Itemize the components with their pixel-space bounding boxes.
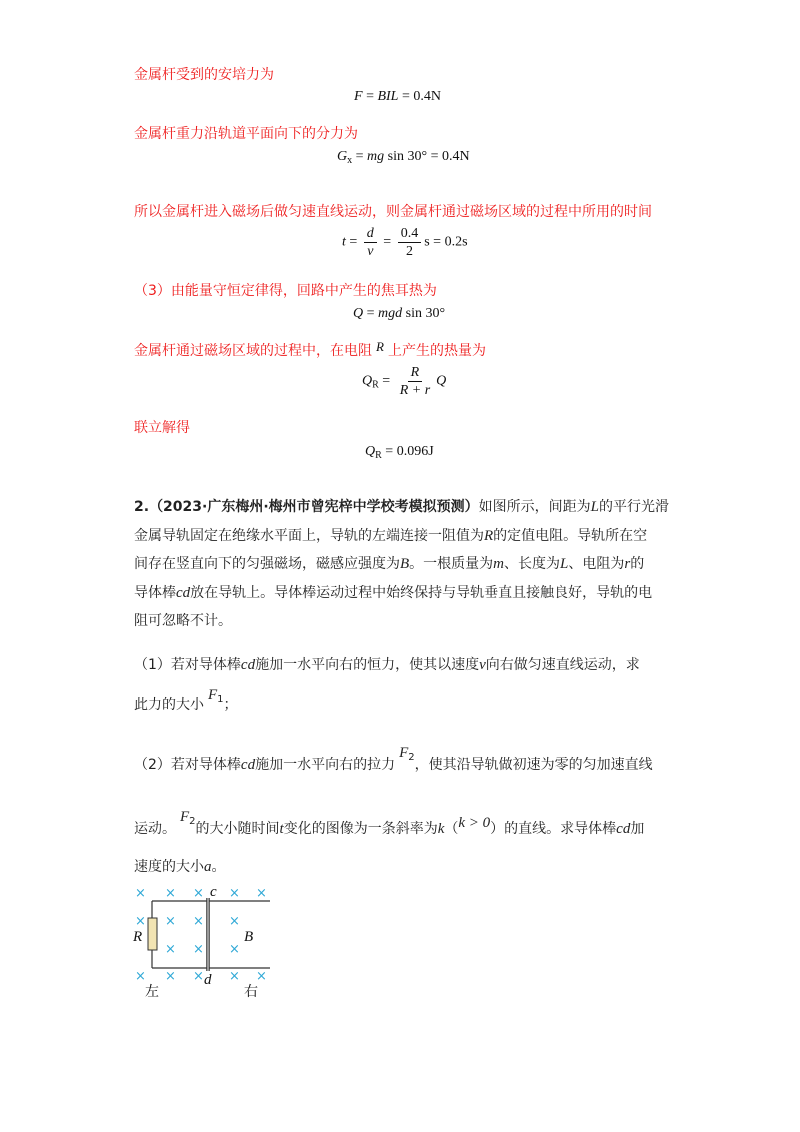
field-cross: × bbox=[165, 969, 176, 984]
label-c: c bbox=[210, 884, 217, 900]
solution-line-gravity: 金属杆重力沿轨道平面向下的分力为 bbox=[134, 126, 358, 142]
question-2-line-2: 运动。$F_2$的大小随时间t变化的图像为一条斜率为k（k > 0）的直线。求导体棒cd加 bbox=[134, 809, 645, 837]
field-cross: × bbox=[256, 969, 267, 984]
label-d: d bbox=[204, 972, 212, 988]
question-1-line-1: （1）若对导体棒cd施加一水平向右的恒力，使其以速度v向右做匀速直线运动，求 bbox=[134, 657, 640, 673]
label-right: 右 bbox=[244, 984, 258, 1000]
problem-2-line-4: 导体棒cd放在导轨上。导体棒运动过程中始终保持与导轨垂直且接触良好，导轨的电 bbox=[134, 584, 653, 601]
field-cross: × bbox=[256, 886, 267, 901]
solution-line-resistor-heat: 金属杆通过磁场区域的过程中，在电阻 R 上产生的热量为 bbox=[134, 339, 486, 359]
field-cross: × bbox=[165, 914, 176, 929]
field-cross: × bbox=[229, 886, 240, 901]
field-cross: × bbox=[193, 886, 204, 901]
field-cross: × bbox=[165, 942, 176, 957]
question-1-line-2: 此力的大小$F_1$； bbox=[134, 687, 238, 713]
field-cross: × bbox=[193, 914, 204, 929]
problem-2-stem bbox=[134, 493, 674, 636]
circuit-figure bbox=[130, 880, 290, 1000]
label-left: 左 bbox=[145, 984, 159, 1000]
solution-line-combine: 联立解得 bbox=[134, 420, 190, 436]
field-cross: × bbox=[135, 914, 146, 929]
field-cross: × bbox=[229, 969, 240, 984]
problem-2-line-5: 阻可忽略不计。 bbox=[134, 613, 232, 629]
equation-time: t = $\frac{d}{v}$ = $\frac{0.4}{2}$ s = 0.2s bbox=[342, 226, 468, 259]
solution-line-ampere: 金属杆受到的安培力为 bbox=[134, 67, 274, 83]
problem-2-line-2: 金属导轨固定在绝缘水平面上，导轨的左端连接一阻值为R的定值电阻。导轨所在空 bbox=[134, 527, 648, 544]
field-cross: × bbox=[165, 886, 176, 901]
resistor bbox=[148, 918, 157, 950]
label-r: R bbox=[133, 929, 143, 945]
field-cross: × bbox=[135, 969, 146, 984]
field-cross: × bbox=[193, 969, 204, 984]
solution-line-uniform-motion: 所以金属杆进入磁场后做匀速直线运动，则金属杆通过磁场区域的过程中所用的时间 bbox=[134, 204, 652, 220]
equation-gravity-component: $G_x$ = mg sin 30° = 0.4N bbox=[337, 149, 470, 166]
field-cross: × bbox=[193, 942, 204, 957]
field-cross: × bbox=[229, 942, 240, 957]
question-2-line-3: 速度的大小a。 bbox=[134, 859, 226, 875]
equation-result: $Q_R = 0.096J$ bbox=[365, 444, 434, 461]
problem-2-line-1: 2.（2023·广东梅州·梅州市曾宪梓中学校考模拟预测）如图所示，间距为L的平行光滑 bbox=[134, 499, 670, 515]
question-2-line-1: （2）若对导体棒cd施加一水平向右的拉力$F_2$，使其沿导轨做初速为零的匀加速直线 bbox=[134, 745, 653, 773]
equation-resistor-heat: $Q_R$ = $\frac{R}{R + r}$ Q bbox=[362, 365, 447, 398]
field-cross: × bbox=[135, 886, 146, 901]
solution-line-energy: （3）由能量守恒定律得，回路中产生的焦耳热为 bbox=[134, 283, 437, 299]
problem-2-line-3: 间存在竖直向下的匀强磁场，磁感应强度为B。一根质量为m、长度为L、电阻为r的 bbox=[134, 556, 645, 572]
field-cross: × bbox=[229, 914, 240, 929]
label-b: B bbox=[244, 929, 254, 945]
equation-ampere-force: F = BIL = 0.4N bbox=[354, 89, 441, 104]
equation-heat: Q = mgd sin 30° bbox=[353, 306, 446, 321]
